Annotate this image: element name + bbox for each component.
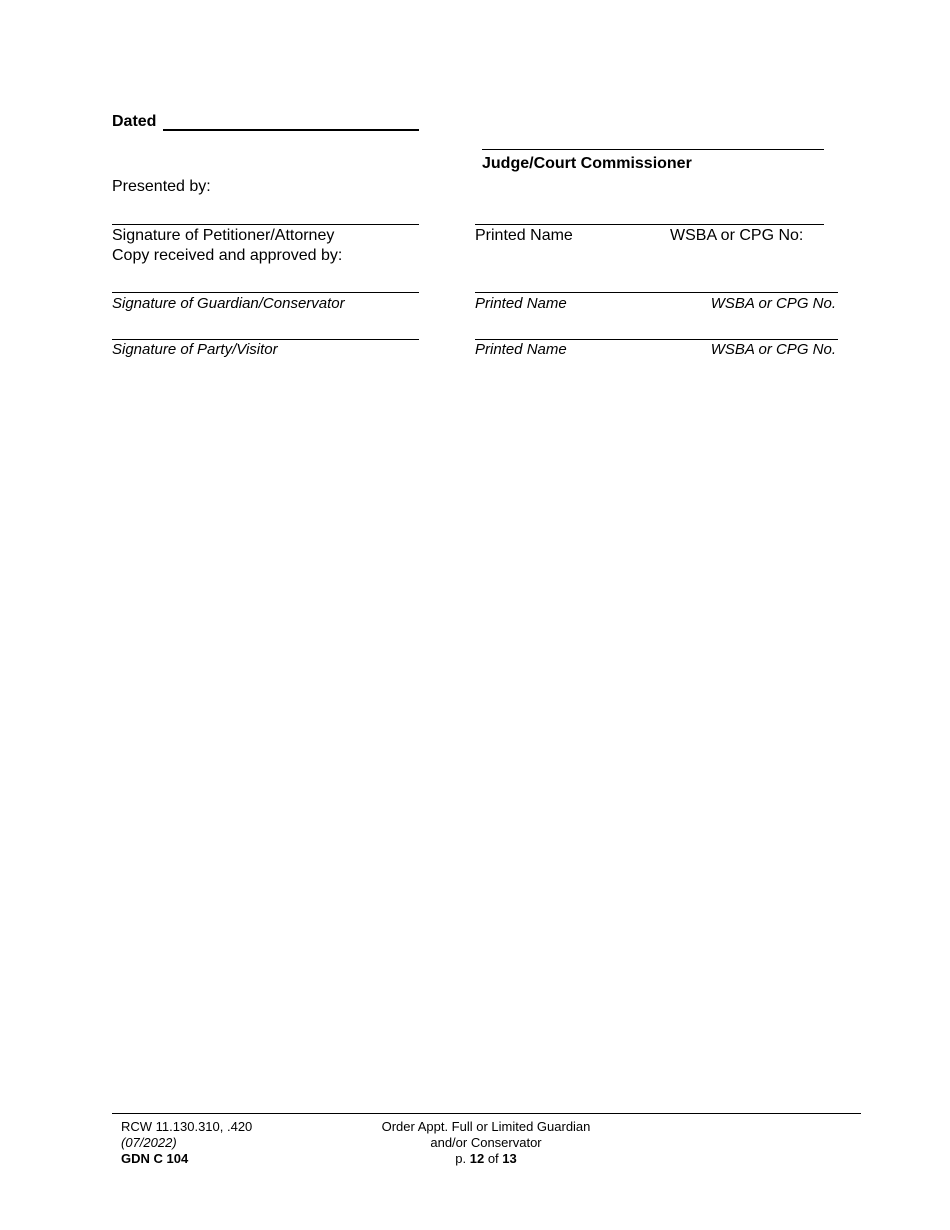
footer-page-number (346, 1151, 626, 1167)
footer-rcw: RCW 11.130.310, .420 (121, 1119, 253, 1134)
party-printed-name-label: Printed Name (475, 341, 567, 358)
footer-page-of: of (487, 1151, 499, 1166)
party-signature-line[interactable] (112, 339, 419, 340)
judge-signature-line[interactable] (482, 149, 824, 150)
judge-label: Judge/Court Commissioner (482, 155, 692, 172)
guardian-printed-line[interactable] (475, 292, 838, 293)
petitioner-signature-line[interactable] (112, 224, 419, 225)
footer-title-line1: Order Appt. Full or Limited Guardian (381, 1119, 591, 1134)
guardian-signature-line[interactable] (112, 292, 419, 293)
petitioner-printed-name-label: Printed Name (475, 227, 573, 244)
dated-line[interactable] (163, 129, 419, 131)
party-printed-line[interactable] (475, 339, 838, 340)
footer-title-line2: and/or Conservator (430, 1135, 542, 1150)
petitioner-printed-line[interactable] (475, 224, 824, 225)
petitioner-signature-label: Signature of Petitioner/Attorney (112, 227, 335, 244)
party-signature-label: Signature of Party/Visitor (112, 341, 278, 358)
footer-page-prefix: p. (455, 1151, 467, 1166)
petitioner-wsba-label: WSBA or CPG No: (670, 227, 804, 244)
dated-label: Dated (112, 113, 157, 130)
footer-page-current: 12 (469, 1151, 485, 1166)
guardian-printed-name-label: Printed Name (475, 295, 567, 312)
copy-received-label: Copy received and approved by: (112, 247, 343, 264)
footer-rule (112, 1113, 861, 1114)
guardian-signature-label: Signature of Guardian/Conservator (112, 295, 345, 312)
guardian-wsba-label: WSBA or CPG No. (710, 295, 836, 312)
footer-page-total: 13 (502, 1151, 517, 1166)
presented-by-label: Presented by: (112, 178, 211, 195)
footer-form-id: GDN C 104 (121, 1151, 189, 1166)
party-wsba-label: WSBA or CPG No. (710, 341, 836, 358)
footer-date: (07/2022) (121, 1135, 177, 1150)
